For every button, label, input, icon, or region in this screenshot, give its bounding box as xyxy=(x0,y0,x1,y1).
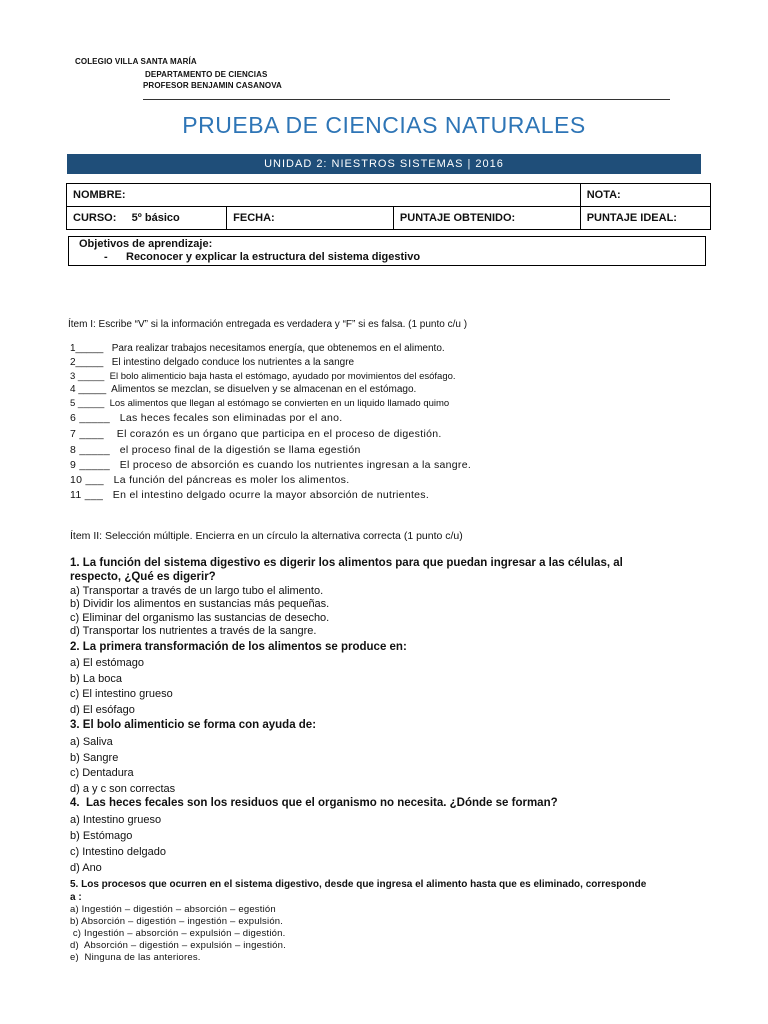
tf-statement-7[interactable]: 7 ____ El corazón es un órgano que participa en el proceso de digestión. xyxy=(70,428,442,440)
tf-statement-3[interactable]: 3 _____ El bolo alimenticio baja hasta el estómago, ayudado por movimientos del esófago. xyxy=(70,371,456,382)
tf-statement-10[interactable]: 10 ___ La función del páncreas es moler los alimentos. xyxy=(70,474,350,486)
tf-statement-4[interactable]: 4 _____ Alimentos se mezclan, se disuelven y se almacenan en el estómago. xyxy=(70,384,417,395)
q2-option-b[interactable]: b) La boca xyxy=(70,673,122,685)
tf-statement-8[interactable]: 8 _____ el proceso final de la digestión se llama egestión xyxy=(70,444,361,456)
q1-option-d[interactable]: d) Transportar los nutrientes a través de la sangre. xyxy=(70,625,317,637)
q5-line2: a : xyxy=(70,892,82,903)
q4-option-c[interactable]: c) Intestino delgado xyxy=(70,846,167,858)
q1-option-c[interactable]: c) Eliminar del organismo las sustancias de desecho. xyxy=(70,612,330,624)
unit-banner: UNIDAD 2: NIESTROS SISTEMAS | 2016 xyxy=(67,154,701,174)
q5-option-c[interactable]: c) Ingestión – absorción – expulsión – digestión. xyxy=(70,928,286,939)
q5-option-b[interactable]: b) Absorción – digestión – ingestión – expulsión. xyxy=(70,916,284,927)
tf-statement-11[interactable]: 11 ___ En el intestino delgado ocurre la mayor absorción de nutrientes. xyxy=(70,489,430,501)
curso-field[interactable] xyxy=(67,207,227,230)
page-title: PRUEBA DE CIENCIAS NATURALES xyxy=(182,112,586,138)
q1-option-a[interactable]: a) Transportar a través de un largo tubo el alimento. xyxy=(70,585,324,597)
nota-field[interactable]: NOTA: xyxy=(580,184,710,207)
fecha-field[interactable]: FECHA: xyxy=(227,207,394,230)
teacher-name: PROFESOR BENJAMIN CASANOVA xyxy=(143,81,282,90)
objectives-box xyxy=(68,236,706,266)
q2-option-c[interactable]: c) El intestino grueso xyxy=(70,688,173,700)
q3-option-c[interactable]: c) Dentadura xyxy=(70,767,134,779)
department-name: DEPARTAMENTO DE CIENCIAS xyxy=(145,70,268,79)
school-name: COLEGIO VILLA SANTA MARÍA xyxy=(75,57,197,66)
q4-option-a[interactable]: a) Intestino grueso xyxy=(70,814,162,826)
q4-option-d[interactable]: d) Ano xyxy=(70,862,102,874)
q1-option-b[interactable]: b) Dividir los alimentos en sustancias más pequeñas. xyxy=(70,598,330,610)
q1-line2: respecto, ¿Qué es digerir? xyxy=(70,571,216,583)
q2-option-d[interactable]: d) El esófago xyxy=(70,704,135,716)
q2-option-a[interactable]: a) El estómago xyxy=(70,657,144,669)
tf-statement-2[interactable]: 2_____ El intestino delgado conduce los nutrientes a la sangre xyxy=(70,357,355,368)
puntaje-ideal-field[interactable]: PUNTAJE IDEAL: xyxy=(580,207,710,230)
q3-option-a[interactable]: a) Saliva xyxy=(70,736,113,748)
puntaje-obtenido-field[interactable]: PUNTAJE OBTENIDO: xyxy=(393,207,580,230)
objectives-title: Objetivos de aprendizaje: xyxy=(79,238,213,250)
q4-option-b[interactable]: b) Estómago xyxy=(70,830,133,842)
q2-question: 2. La primera transformación de los alimentos se produce en: xyxy=(70,641,407,653)
item2-heading: Ítem II: Selección múltiple. Encierra en un círculo la alternativa correcta (1 punto c/u) xyxy=(70,530,463,542)
student-info-table xyxy=(66,183,711,230)
tf-statement-1[interactable]: 1_____ Para realizar trabajos necesitamos energía, que obtenemos en el alimento. xyxy=(70,343,445,354)
q1-line1: 1. La función del sistema digestivo es digerir los alimentos para que puedan ingresar a las células, al xyxy=(70,557,623,569)
curso-label: CURSO: xyxy=(73,212,117,224)
item1-heading: Ítem I: Escribe “V” si la información entregada es verdadera y “F” si es falsa. (1 punto c/u ) xyxy=(68,319,468,330)
q5-option-a[interactable]: a) Ingestión – digestión – absorción – egestión xyxy=(70,904,276,915)
objective-item: - Reconocer y explicar la estructura del sistema digestivo xyxy=(104,251,421,263)
nombre-field[interactable]: NOMBRE: xyxy=(67,184,581,207)
tf-statement-5[interactable]: 5 _____ Los alimentos que llegan al estómago se convierten en un liquido llamado quimo xyxy=(70,398,450,409)
q5-option-d[interactable]: d) Absorción – digestión – expulsión – ingestión. xyxy=(70,940,286,951)
q4-question: 4. Las heces fecales son los residuos que el organismo no necesita. ¿Dónde se forman? xyxy=(70,797,558,809)
tf-statement-6[interactable]: 6 _____ Las heces fecales son eliminadas por el ano. xyxy=(70,412,343,424)
q3-option-b[interactable]: b) Sangre xyxy=(70,752,119,764)
q3-option-d[interactable]: d) a y c son correctas xyxy=(70,783,176,795)
q3-question: 3. El bolo alimenticio se forma con ayuda de: xyxy=(70,719,317,731)
header-divider xyxy=(143,99,670,100)
q5-line1: 5. Los procesos que ocurren en el sistema digestivo, desde que ingresa el alimento hasta que es eliminado, corresponde xyxy=(70,879,647,890)
q5-option-e[interactable]: e) Ninguna de las anteriores. xyxy=(70,952,201,963)
tf-statement-9[interactable]: 9 _____ El proceso de absorción es cuando los nutrientes ingresan a la sangre. xyxy=(70,459,472,471)
curso-value: 5º básico xyxy=(131,212,180,224)
